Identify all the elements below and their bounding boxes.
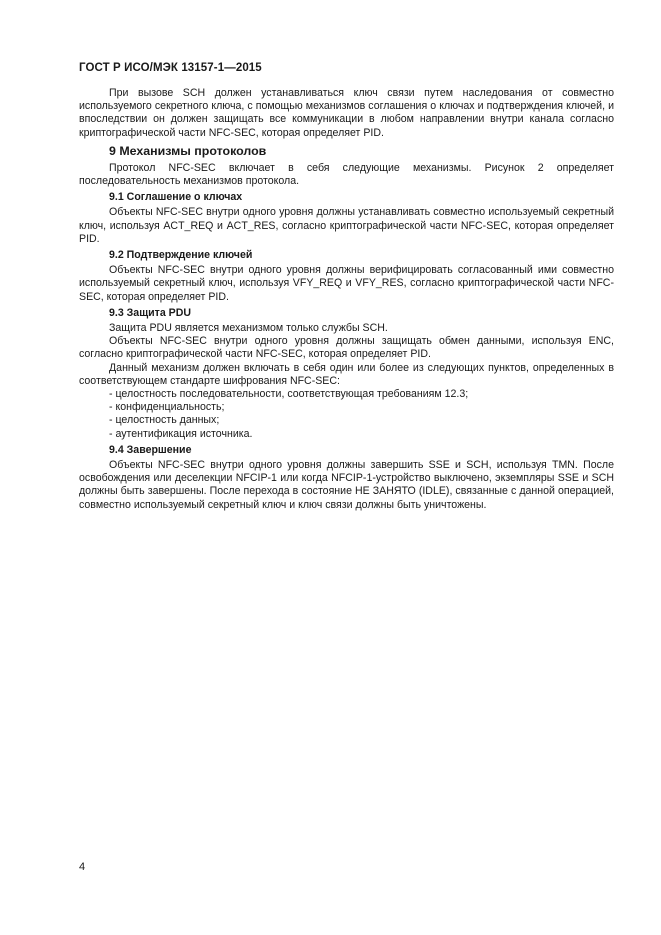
section-9-paragraph: Протокол NFC-SEC включает в себя следующие механизмы. Рисунок 2 определяет последовательность механизмов протокола. — [79, 161, 614, 188]
list-item: - аутентификация источника. — [109, 427, 253, 440]
section-9-heading: 9 Механизмы протоколов — [109, 143, 267, 158]
section-9-3-paragraph-3: Данный механизм должен включать в себя один или более из следующих пунктов, определенных в соответствующем стандарте шифрования NFC-SEC: — [79, 361, 614, 387]
section-9-1-paragraph: Объекты NFC-SEC внутри одного уровня должны устанавливать совместно используемый секретный ключ, используя ACT_REQ и ACT_RES, согласно криптографической части NFC-SEC, которая определяет PID. — [79, 206, 614, 245]
list-item: - целостность последовательности, соответствующая требованиям 12.3; — [109, 388, 469, 401]
list-item: - конфиденциальность; — [109, 401, 225, 414]
list-item: - целостность данных; — [109, 414, 220, 427]
page-number: 4 — [79, 861, 86, 873]
section-9-3-heading: 9.3 Защита PDU — [109, 306, 192, 319]
section-9-2-heading: 9.2 Подтверждение ключей — [109, 249, 253, 262]
intro-paragraph: При вызове SCH должен устанавливаться ключ связи путем наследования от совместно используемого секретного ключа, с помощью механизмов соглашения о ключах и подтверждения ключей, и впоследствии он должен защищать все коммуникации в любом направлении внутри канала согласно криптографической части NFC-SEC, которая определяет PID. — [79, 87, 614, 139]
section-9-4-paragraph: Объекты NFC-SEC внутри одного уровня должны завершить SSE и SCH, используя TMN. После освобождения или деселекции NFCIP-1 или когда NFCIP-1-устройство выключено, экземпляры SSE и SCH должны быть завершены. После перехода в состояние НЕ ЗАНЯТО (IDLE), связанные с данной операцией, совместно используемый секретный ключ и ключ связи должны быть уничтожены. — [79, 459, 614, 511]
section-9-2-paragraph: Объекты NFC-SEC внутри одного уровня должны верифицировать согласованный ими совместно используемый секретный ключ, используя VFY_REQ и VFY_RES, согласно криптографической части NFC-SEC, которая определяет PID. — [79, 264, 614, 303]
section-9-3-paragraph-2: Объекты NFC-SEC внутри одного уровня должны защищать обмен данными, используя ENC, согласно криптографической части NFC-SEC, которая определяет PID. — [79, 335, 614, 361]
section-9-1-heading: 9.1 Соглашение о ключах — [109, 191, 243, 204]
document-body — [79, 87, 614, 512]
document-header: ГОСТ Р ИСО/МЭК 13157-1—2015 — [79, 62, 262, 74]
section-9-4-heading: 9.4 Завершение — [109, 443, 192, 456]
section-9-3-paragraph-1: Защита PDU является механизмом только службы SCH. — [109, 322, 388, 335]
